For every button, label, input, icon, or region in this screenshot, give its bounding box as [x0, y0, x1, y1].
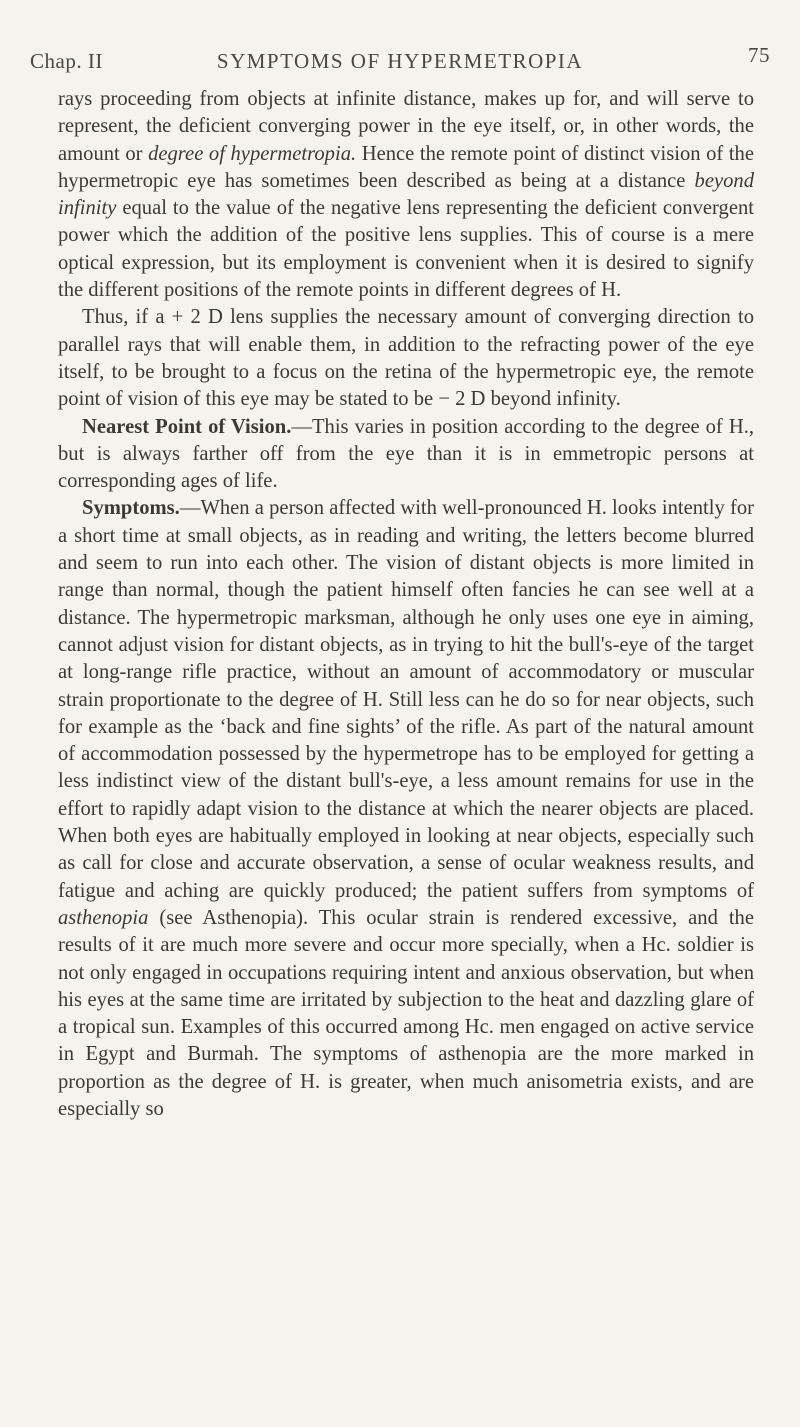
emphasis-beyond-infinity: beyond infinity — [58, 169, 754, 220]
page-title: SYMPTOMS OF HYPERMETROPIA — [216, 49, 584, 73]
paragraph-lens-example: Thus, if a + 2 D lens supplies the necessary amount of converging direction to parallel rays that will enable them, in addition to the refracting power of the eye itself, to be brought to a focus on the retina of the hypermetropic eye, the remote point of vision of this eye may be stated to be − 2 D beyond infinity. — [58, 306, 754, 411]
body-text — [58, 86, 754, 1123]
emphasis-degree: degree of hypermetropia. — [148, 142, 357, 165]
section-heading: Nearest Point of Vision. — [82, 415, 292, 438]
page-number: 75 — [748, 43, 770, 67]
section-heading: Symptoms. — [82, 497, 180, 520]
paragraph-nearest-point: Nearest Point of Vision.—This varies in position according to the degree of H., but is always farther off from the eye than it is in emmetropic persons at corresponding ages of life. — [58, 415, 754, 493]
emphasis-asthenopia: asthenopia — [58, 906, 149, 929]
running-header — [30, 43, 770, 79]
chapter-label: Chap. II — [30, 49, 103, 73]
paragraph-continuation: rays proceeding from objects at infinite distance, makes up for, and will serve to represent, the deficient converging power in the eye itself, or, in other words, the amount or degree of hypermetropia. Hence the remote point of distinct vision of the hypermetropic eye has sometimes been described as being at a distance beyond infinity equal to the value of the negative lens representing the deficient convergent power which the addition of the positive lens supplies. This of course is a mere optical expression, but its employment is convenient when it is desired to signify the different positions of the remote points in different degrees of H. — [58, 88, 754, 302]
paragraph-symptoms: Symptoms.—When a person affected with well-pronounced H. looks intently for a short time at small objects, as in reading and writing, the letters become blurred and seem to run into each other. The vision of distant objects is more limited in range than normal, though the patient himself often fancies he can see well at a distance. The hypermetropic marksman, although he only uses one eye in aiming, cannot adjust vision for distant objects, as in trying to hit the bull's-eye of the target at long-range rifle practice, without an amount of accommodatory or muscular strain proportionate to the degree of H. Still less can he do so for near objects, such for example as the ‘back and fine sights’ of the rifle. As part of the natural amount of accommodation possessed by the hypermetrope has to be employed for getting a less indistinct view of the distant bull's-eye, a less amount remains for use in the effort to rapidly adapt vision to the distance at which the nearer objects are placed. When both eyes are habitually employed in looking at near objects, especially such as call for close and accurate observation, a sense of ocular weakness results, and fatigue and aching are quickly produced; the patient suffers from symptoms of asthenopia (see Asthenopia). This ocular strain is rendered excessive, and the results of it are much more severe and occur more specially, when a Hc. soldier is not only engaged in occupations requiring intent and anxious observation, but when his eyes at the same time are irritated by subjection to the heat and dazzling glare of a tropical sun. Examples of this occurred among Hc. men engaged on active service in Egypt and Burmah. The symptoms of asthenopia are the more marked in proportion as the degree of H. is greater, when much anisometria exists, and are especially so — [58, 497, 754, 1120]
